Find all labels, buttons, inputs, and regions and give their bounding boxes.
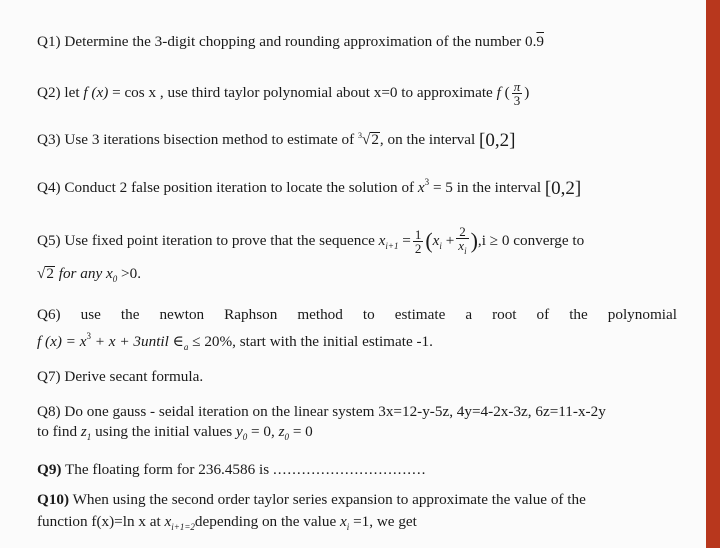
- question-2-label: Q2): [37, 83, 61, 101]
- question-1-repeating-digit: 9: [536, 33, 544, 50]
- question-3-text-b: , on the interval: [379, 131, 480, 149]
- question-1: [37, 33, 544, 51]
- question-5-root-arg: 2: [46, 265, 54, 282]
- question-2-equation: = cos x: [108, 83, 157, 101]
- question-6-until: until ∈: [141, 333, 184, 350]
- question-9-label: Q9): [37, 461, 62, 478]
- question-8-z1: z: [80, 423, 87, 440]
- question-8-y0-value: = 0,: [247, 423, 279, 440]
- question-5-half: $\frac{1}{2}$: [414, 227, 422, 256]
- question-2-fraction: $\frac{\pi}{3}$: [513, 79, 521, 108]
- question-6-function-rest: + x + 3: [90, 333, 141, 350]
- question-1-label: Q1): [37, 33, 61, 50]
- question-4-interval: [0,2]: [544, 178, 582, 199]
- question-5-line-2: √2 for any $x_0 >0$.: [37, 265, 141, 284]
- question-5: Q5) Use fixed point iteration to prove that the sequence $x_{i+1}$ = $\frac{1}{2}$ ($x_i$ + $\frac{2}{x_i}$ ),i ≥ 0 converge to: [37, 224, 585, 256]
- question-6-tail: ≤ 20%, start with the initial estimate -1.: [188, 333, 433, 350]
- question-3-root-index: 3: [357, 131, 362, 140]
- question-6-word: polynomial: [607, 306, 677, 323]
- question-8-y0-sub: 0: [242, 432, 248, 442]
- question-5-fraction: $\frac{2}{x_i}$: [458, 224, 467, 256]
- question-8: [37, 403, 606, 421]
- question-6-word: newton: [159, 306, 205, 323]
- question-6-error-sub: a: [183, 342, 189, 352]
- question-3-root-arg: 2: [371, 131, 379, 149]
- question-9: [37, 461, 426, 479]
- question-10-xi: x: [340, 513, 347, 530]
- question-2-text-b: , use third taylor polynomial about x=0 to approximate: [156, 83, 497, 101]
- question-6-word: to: [362, 306, 375, 323]
- question-10-line-2: [37, 513, 417, 536]
- question-10-text-c: =1, we get: [349, 513, 417, 530]
- page-edge-strip: [706, 0, 720, 548]
- question-6-word: method: [297, 306, 343, 323]
- question-5-lhs-sub: i+1: [385, 240, 399, 251]
- question-6-word: the: [120, 306, 140, 323]
- question-7-text: Derive secant formula.: [64, 368, 204, 385]
- question-5-condition: >0.: [117, 265, 141, 282]
- question-9-text: The floating form for 236.4586 is: [61, 461, 273, 478]
- question-3: Q3) Use 3 iterations bisection method to estimate of $^3$√2, on the interval [0,2]: [37, 130, 516, 152]
- question-6-function: f (x) = x: [37, 333, 87, 350]
- question-4-equation: = 5: [429, 179, 453, 196]
- question-5-xi: x: [432, 231, 440, 249]
- question-8-line-1: Do one gauss - seidal iteration on the linear system 3x=12-y-5z, 4y=4-2x-3z, 6z=11-x-2y: [64, 403, 606, 420]
- question-6-word: the: [569, 306, 588, 323]
- question-8-label: Q8): [37, 403, 61, 420]
- question-7: [37, 368, 203, 386]
- question-8-z1-sub: 1: [86, 432, 92, 442]
- question-5-label: Q5): [37, 231, 61, 249]
- question-6-word: of: [536, 306, 550, 323]
- question-5-xi-sub: i: [439, 240, 442, 251]
- question-5-lhs: x: [378, 231, 386, 249]
- question-5-x0-sub: 0: [112, 274, 118, 284]
- question-8-line-2: [37, 423, 313, 446]
- question-10: [37, 491, 586, 509]
- question-2-text-a: let: [64, 83, 84, 101]
- question-3-interval: [0,2]: [479, 130, 516, 152]
- question-8-text-b: using the initial values: [91, 423, 236, 440]
- question-4-label: Q4): [37, 179, 61, 196]
- question-10-text-a: function f(x)=ln x at: [37, 513, 165, 530]
- question-6: [37, 306, 677, 324]
- question-10-text-b: depending on the value: [194, 513, 340, 530]
- question-4-exponent: 3: [424, 177, 430, 187]
- question-3-label: Q3): [37, 131, 61, 149]
- question-1-text: Determine the 3-digit chopping and rounding approximation of the number 0.: [64, 33, 537, 50]
- question-4-text-b: in the interval: [452, 179, 545, 196]
- question-10-x: x: [164, 513, 172, 530]
- question-6-line-2: [37, 327, 433, 356]
- question-5-text: Use fixed point iteration to prove that the sequence: [64, 231, 379, 249]
- question-8-text-a: to find: [37, 423, 81, 440]
- question-4-variable: x: [417, 179, 425, 196]
- question-10-line-1: When using the second order taylor series expansion to approximate the value of the: [69, 491, 586, 508]
- question-6-word: a: [465, 306, 473, 323]
- question-2: Q2) let f (x) = cos x , use third taylor polynomial about x=0 to approximate f ( $\frac{\pi}{3}$ ): [37, 79, 530, 108]
- question-9-blank: ................................: [272, 461, 427, 478]
- question-6-word: Raphson: [224, 306, 278, 323]
- question-8-z0: z: [278, 423, 285, 440]
- question-8-z0-value: = 0: [289, 423, 313, 440]
- question-5-line2-text: for any: [54, 265, 106, 282]
- question-7-label: Q7): [37, 368, 61, 385]
- question-2-function: f (x): [83, 83, 109, 101]
- question-4-text: Conduct 2 false position iteration to locate the solution of: [64, 179, 418, 196]
- question-2-function-2: f: [496, 83, 501, 101]
- question-10-xi-sub: i: [346, 522, 350, 532]
- question-4: [37, 173, 581, 198]
- question-6-exponent: 3: [86, 331, 91, 341]
- question-8-y0: y: [235, 423, 243, 440]
- question-5-tail: ,i ≥ 0 converge to: [477, 231, 585, 249]
- question-6-label: Q6): [37, 306, 61, 323]
- question-3-text: Use 3 iterations bisection method to estimate of: [64, 131, 358, 149]
- question-8-z0-sub: 0: [284, 432, 290, 442]
- question-6-word: estimate: [394, 306, 446, 323]
- question-6-word: root: [492, 306, 517, 323]
- question-5-x0: x: [105, 265, 113, 282]
- question-6-word: use: [80, 306, 101, 323]
- question-10-label: Q10): [37, 491, 70, 508]
- question-10-x-sub: i+1=2: [171, 522, 195, 532]
